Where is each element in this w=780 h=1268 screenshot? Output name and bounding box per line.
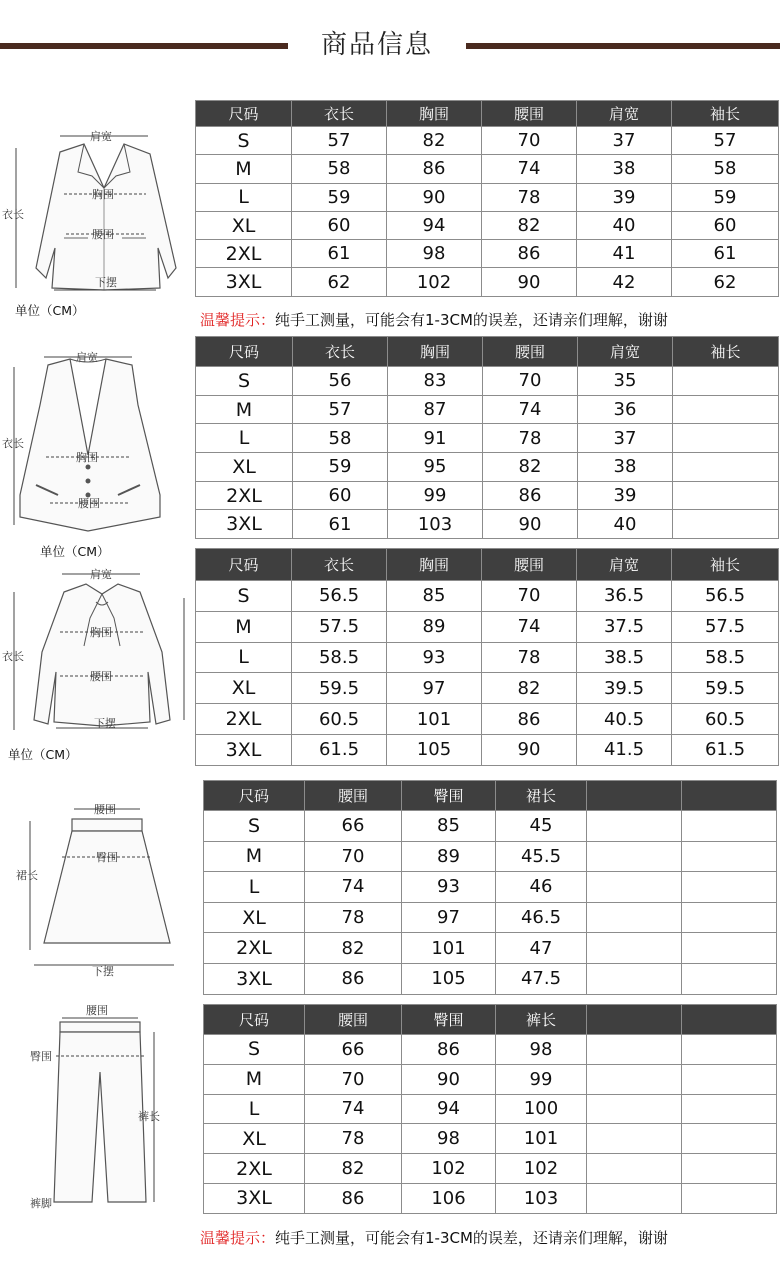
measurement-cell: 58.5 [672,642,779,673]
column-header: 衣长 [292,101,387,127]
measurement-cell [587,1035,682,1065]
measurement-cell: 90 [482,734,577,765]
table-row [196,127,779,155]
measurement-cell: 70 [483,367,578,396]
measurement-cell: 74 [482,611,577,642]
measurement-cell: 39 [577,183,672,211]
measurement-cell: 39 [578,481,673,510]
measurement-cell: 99 [496,1064,587,1094]
measurement-cell: 78 [482,183,577,211]
column-header: 腰围 [305,1005,402,1035]
measurement-cell: 74 [482,155,577,183]
measurement-cell: 37.5 [577,611,672,642]
size-cell: 3XL [204,1183,305,1213]
measurement-cell: 86 [482,240,577,268]
measurement-cell: 61.5 [672,734,779,765]
measurement-cell: 94 [387,211,482,239]
measurement-cell: 102 [496,1154,587,1184]
measurement-cell: 56.5 [292,581,387,612]
measurement-cell: 70 [305,1064,402,1094]
table-row [196,453,779,482]
size-table-blouse [195,548,779,766]
size-table-jacket [195,100,779,297]
measurement-cell: 97 [387,673,482,704]
size-cell: XL [204,1124,305,1154]
measurement-cell: 89 [387,611,482,642]
measurement-cell: 82 [305,933,402,964]
measurement-cell: 41.5 [577,734,672,765]
jacket-diagram [0,118,195,328]
table-row [204,933,777,964]
blouse-waist-label: 腰围 [90,670,112,683]
measurement-cell: 40.5 [577,704,672,735]
measurement-cell: 70 [482,581,577,612]
size-cell: 3XL [196,510,293,539]
table-row [204,841,777,872]
size-cell: L [196,424,293,453]
table-row [196,611,779,642]
measurement-cell: 93 [387,642,482,673]
size-cell: XL [196,211,292,239]
column-header: 衣长 [292,549,387,581]
table-row [204,1064,777,1094]
column-header: 腰围 [483,337,578,367]
measurement-cell: 86 [387,155,482,183]
skirt-hip-label: 臀围 [96,851,118,864]
blouse-chest-label: 胸围 [90,626,112,639]
measurement-cell: 36.5 [577,581,672,612]
measurement-cell: 93 [402,872,496,903]
column-header: 臀围 [402,781,496,811]
measurement-cell: 61 [293,510,388,539]
column-header: 肩宽 [577,101,672,127]
measurement-cell [587,1064,682,1094]
column-header: 胸围 [388,337,483,367]
skirt-hem-label: 下摆 [92,965,114,978]
measurement-cell: 101 [496,1124,587,1154]
column-header: 腰围 [482,101,577,127]
measurement-cell: 60.5 [292,704,387,735]
table-header-row [196,549,779,581]
measurement-cell: 47.5 [496,963,587,994]
measurement-cell [682,1154,777,1184]
measurement-cell: 105 [402,963,496,994]
measurement-cell: 87 [388,395,483,424]
table-header-row [204,1005,777,1035]
measurement-cell: 59.5 [292,673,387,704]
measurement-cell: 102 [402,1154,496,1184]
measurement-cell: 82 [305,1154,402,1184]
measurement-cell: 38.5 [577,642,672,673]
column-header: 袖长 [672,101,779,127]
pants-waist-label: 腰围 [86,1004,108,1017]
size-table-skirt [203,780,777,995]
measurement-cell: 78 [305,902,402,933]
measurement-cell: 58 [672,155,779,183]
size-cell: L [196,183,292,211]
column-header [682,1005,777,1035]
table-row [196,581,779,612]
measurement-cell: 98 [402,1124,496,1154]
table-row [196,734,779,765]
size-cell: XL [196,453,293,482]
skirt-length-label: 裙长 [16,869,38,882]
measurement-cell: 39.5 [577,673,672,704]
table-row [204,1183,777,1213]
measurement-cell: 70 [305,841,402,872]
measurement-cell [682,841,777,872]
column-header: 裙长 [496,781,587,811]
table-row [204,1035,777,1065]
size-cell: 3XL [204,963,305,994]
measurement-cell [673,367,779,396]
measurement-cell: 61 [292,240,387,268]
measurement-cell: 82 [482,673,577,704]
column-header: 尺码 [204,781,305,811]
column-header: 臀围 [402,1005,496,1035]
measurement-cell [587,872,682,903]
table-row [204,963,777,994]
measurement-cell: 98 [387,240,482,268]
size-cell: M [196,155,292,183]
column-header: 衣长 [293,337,388,367]
column-header: 胸围 [387,549,482,581]
pants-leg-label: 裤脚 [30,1197,52,1210]
measurement-cell: 90 [402,1064,496,1094]
vest-waist-label: 腰围 [78,497,100,510]
measurement-cell: 38 [578,453,673,482]
column-header: 尺码 [196,549,292,581]
table-row [204,1094,777,1124]
measurement-cell: 42 [577,268,672,296]
measurement-cell: 90 [387,183,482,211]
measurement-cell: 89 [402,841,496,872]
measurement-cell: 103 [496,1183,587,1213]
table-header-row [196,101,779,127]
table-row [204,902,777,933]
jacket-chest-label: 胸围 [92,188,114,201]
vest-unit-label: 单位（CM） [40,544,110,559]
column-header: 腰围 [305,781,402,811]
header-rule-left [0,43,288,49]
measurement-cell: 66 [305,1035,402,1065]
pants-diagram [0,1002,200,1217]
measurement-cell: 66 [305,811,402,842]
size-cell: XL [196,673,292,704]
column-header: 肩宽 [577,549,672,581]
table-row [204,1124,777,1154]
measurement-cell: 38 [577,155,672,183]
table-row [196,642,779,673]
measurement-cell: 105 [387,734,482,765]
measurement-cell: 47 [496,933,587,964]
table-row [196,240,779,268]
measurement-cell: 98 [496,1035,587,1065]
table-row [196,481,779,510]
measurement-cell [682,963,777,994]
blouse-shoulder-label: 肩宽 [90,568,112,581]
size-cell: 3XL [196,734,292,765]
size-cell: L [196,642,292,673]
measurement-cell: 59.5 [672,673,779,704]
column-header: 尺码 [196,337,293,367]
measurement-cell: 45.5 [496,841,587,872]
measurement-cell: 57 [672,127,779,155]
column-header: 裤长 [496,1005,587,1035]
measurement-cell [673,510,779,539]
column-header: 袖长 [672,549,779,581]
measurement-cell [682,1183,777,1213]
table-row [196,395,779,424]
measurement-cell: 70 [482,127,577,155]
measurement-cell: 40 [577,211,672,239]
table-row [196,211,779,239]
size-cell: 2XL [196,240,292,268]
measurement-cell: 86 [305,1183,402,1213]
skirt-waist-label: 腰围 [94,803,116,816]
size-cell: XL [204,902,305,933]
measurement-cell [682,902,777,933]
table-row [204,811,777,842]
jacket-waist-label: 腰围 [92,228,114,241]
size-cell: 3XL [196,268,292,296]
page-title: 商品信息 [320,30,433,60]
measurement-cell [673,424,779,453]
measurement-cell: 59 [293,453,388,482]
note-text: 纯手工测量，可能会有1-3CM的误差，还请亲们理解，谢谢 [275,1229,668,1247]
measurement-cell: 56.5 [672,581,779,612]
size-cell: 2XL [196,704,292,735]
size-cell: S [204,811,305,842]
jacket-unit-label: 单位（CM） [15,303,85,318]
measurement-cell: 74 [483,395,578,424]
blouse-hem-label: 下摆 [94,717,116,730]
size-cell: 2XL [196,481,293,510]
measurement-cell: 83 [388,367,483,396]
table-row [196,183,779,211]
measurement-cell: 59 [672,183,779,211]
measurement-cell: 106 [402,1183,496,1213]
column-header: 腰围 [482,549,577,581]
measurement-cell: 86 [483,481,578,510]
size-cell: S [196,367,293,396]
measurement-cell: 61.5 [292,734,387,765]
measurement-cell: 41 [577,240,672,268]
measurement-cell: 58 [293,424,388,453]
measurement-cell [682,933,777,964]
measurement-cell: 37 [577,127,672,155]
measurement-cell [587,963,682,994]
measurement-cell: 40 [578,510,673,539]
table-row [196,268,779,296]
measurement-cell [673,395,779,424]
measurement-cell: 58 [292,155,387,183]
measurement-cell: 101 [402,933,496,964]
measurement-cell: 59 [292,183,387,211]
table-row [196,155,779,183]
measurement-cell: 95 [388,453,483,482]
measurement-cell [587,902,682,933]
measurement-cell: 62 [292,268,387,296]
table-row [196,424,779,453]
pants-length-label: 裤长 [138,1110,160,1123]
table-header-row [196,337,779,367]
measurement-cell: 60 [292,211,387,239]
blouse-unit-label: 单位（CM） [8,747,78,762]
measurement-cell [587,1124,682,1154]
measurement-cell: 100 [496,1094,587,1124]
measurement-cell [587,811,682,842]
measurement-cell: 85 [402,811,496,842]
measurement-cell [682,811,777,842]
measurement-cell: 91 [388,424,483,453]
size-cell: M [204,841,305,872]
column-header: 尺码 [204,1005,305,1035]
measurement-cell: 46 [496,872,587,903]
measurement-cell: 90 [482,268,577,296]
measurement-cell: 74 [305,872,402,903]
measurement-cell: 57 [292,127,387,155]
measurement-cell: 86 [402,1035,496,1065]
measurement-cell: 60 [293,481,388,510]
measurement-cell: 57.5 [672,611,779,642]
measurement-cell [587,1154,682,1184]
header-rule-right [466,43,780,49]
size-cell: S [196,127,292,155]
measurement-cell [682,872,777,903]
measurement-cell: 57 [293,395,388,424]
table-row [196,704,779,735]
measurement-cell: 101 [387,704,482,735]
measurement-cell: 86 [482,704,577,735]
measurement-cell [673,481,779,510]
measurement-cell: 97 [402,902,496,933]
measurement-cell: 60.5 [672,704,779,735]
table-row [204,1154,777,1184]
measurement-cell: 61 [672,240,779,268]
pants-hip-label: 臀围 [30,1050,52,1063]
size-cell: L [204,1094,305,1124]
measurement-cell: 78 [483,424,578,453]
jacket-shoulder-label: 肩宽 [90,130,112,143]
jacket-hem-label: 下摆 [95,276,117,289]
measurement-cell [682,1124,777,1154]
size-cell: S [196,581,292,612]
measurement-cell [587,1094,682,1124]
measurement-cell: 78 [482,642,577,673]
size-cell: 2XL [204,1154,305,1184]
measurement-cell: 46.5 [496,902,587,933]
measurement-cell [682,1035,777,1065]
vest-shoulder-label: 肩宽 [76,351,98,364]
measurement-cell [587,933,682,964]
column-header [682,781,777,811]
skirt-diagram [0,795,200,985]
measurement-cell: 86 [305,963,402,994]
measurement-cell: 60 [672,211,779,239]
vest-length-label: 衣长 [2,437,24,450]
measurement-cell: 94 [402,1094,496,1124]
table-row [196,510,779,539]
table-row [196,673,779,704]
measurement-cell: 102 [387,268,482,296]
note-label: 温馨提示： [200,1229,276,1247]
measurement-cell: 90 [483,510,578,539]
column-header: 肩宽 [578,337,673,367]
column-header: 尺码 [196,101,292,127]
measurement-cell: 45 [496,811,587,842]
measurement-cell: 37 [578,424,673,453]
column-header [587,781,682,811]
measurement-cell: 99 [388,481,483,510]
measurement-cell: 58.5 [292,642,387,673]
blouse-length-label: 衣长 [2,650,24,663]
column-header [587,1005,682,1035]
measurement-cell: 82 [482,211,577,239]
measurement-cell: 62 [672,268,779,296]
table-header-row [204,781,777,811]
measurement-cell: 82 [483,453,578,482]
size-table-vest [195,336,779,539]
measurement-cell: 103 [388,510,483,539]
table-row [204,872,777,903]
size-cell: S [204,1035,305,1065]
measurement-cell [587,1183,682,1213]
blouse-diagram [0,562,195,742]
size-table-pants [203,1004,777,1214]
column-header: 胸围 [387,101,482,127]
measurement-cell: 36 [578,395,673,424]
measurement-cell: 78 [305,1124,402,1154]
column-header: 袖长 [673,337,779,367]
measurement-cell [682,1094,777,1124]
measurement-cell: 35 [578,367,673,396]
note-label: 温馨提示： [200,311,276,329]
measurement-cell: 82 [387,127,482,155]
measurement-cell: 56 [293,367,388,396]
measurement-note-1 [200,309,668,330]
table-row [196,367,779,396]
note-text: 纯手工测量，可能会有1-3CM的误差，还请亲们理解，谢谢 [275,311,668,329]
size-cell: 2XL [204,933,305,964]
size-cell: M [204,1064,305,1094]
size-cell: M [196,611,292,642]
jacket-length-label: 衣长 [2,208,24,221]
vest-chest-label: 胸围 [76,451,98,464]
measurement-cell [682,1064,777,1094]
measurement-cell [673,453,779,482]
measurement-note-2 [200,1227,668,1248]
size-cell: L [204,872,305,903]
measurement-cell: 74 [305,1094,402,1124]
size-cell: M [196,395,293,424]
vest-diagram [0,345,195,540]
measurement-cell [587,841,682,872]
measurement-cell: 57.5 [292,611,387,642]
measurement-cell: 85 [387,581,482,612]
